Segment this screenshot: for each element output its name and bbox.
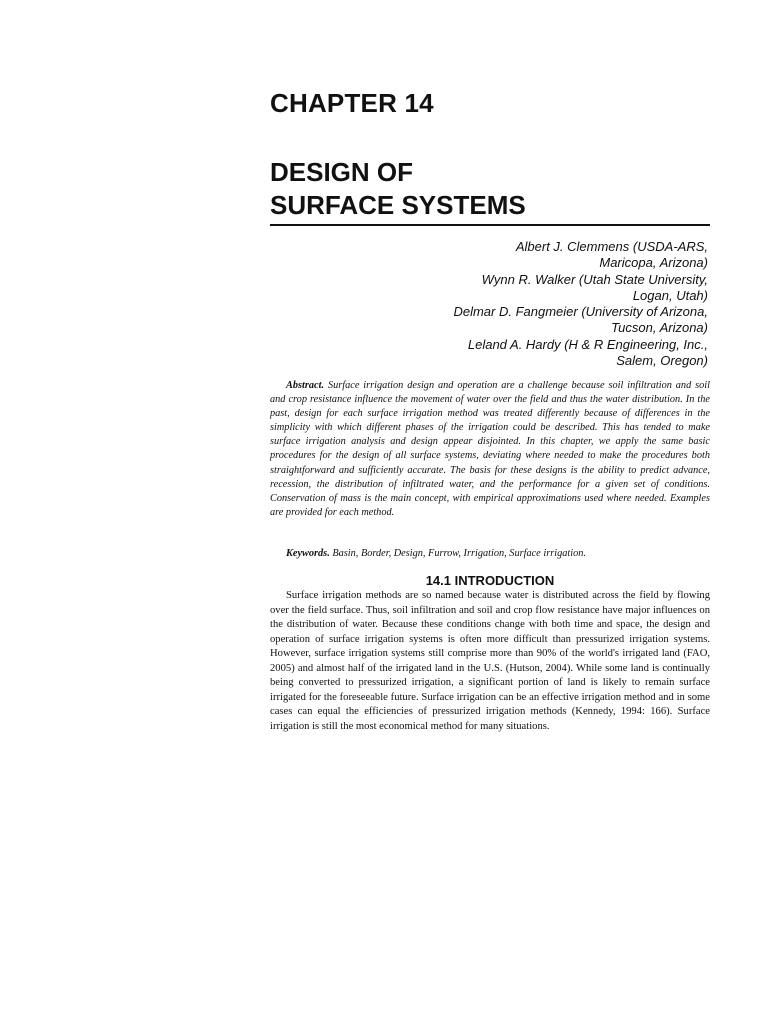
chapter-label: CHAPTER 14 xyxy=(270,88,434,118)
chapter-title-line-2: SURFACE SYSTEMS xyxy=(270,190,526,220)
author-affiliation-line: Tucson, Arizona) xyxy=(611,320,708,336)
author-list xyxy=(453,239,708,369)
title-rule xyxy=(270,224,710,226)
abstract-paragraph xyxy=(270,379,710,520)
author-line: Delmar D. Fangmeier (University of Arizona, xyxy=(453,304,708,320)
keywords-paragraph xyxy=(270,547,710,561)
section-heading: 14.1 INTRODUCTION xyxy=(425,573,555,588)
author-affiliation-line: Logan, Utah) xyxy=(632,287,708,303)
abstract-label: Abstract. xyxy=(286,380,325,391)
chapter-title xyxy=(270,156,526,222)
introduction-paragraph: Surface irrigation methods are so named because water is distributed across the field by flowing over the field surface. Thus, soil infiltration and soil and crop flow resistance have major influences on the distribution of water. Because these conditions change with both time and space, the design and operation of surface irrigation systems is often more difficult than pressurized irrigation systems. However, surface irrigation systems still comprise more than 90% of the world's irrigated land (FAO, 2005) and almost half of the irrigated land in the U.S. (Hutson, 2004). While some land is continually being converted to pressurized irrigation, a significant portion of land is likely to remain surface irrigated for the foreseeable future. Surface irrigation can be an effective irrigation method and in some cases can equal the efficiencies of pressurized irrigation methods (Kennedy, 1994: 166). Surface irrigation is still the most economical method for many situations. xyxy=(270,590,710,732)
author-affiliation-line: Maricopa, Arizona) xyxy=(599,255,708,271)
author-line: Albert J. Clemmens (USDA-ARS, xyxy=(515,239,708,254)
author-line: Wynn R. Walker (Utah State University, xyxy=(481,271,708,287)
abstract-text: Surface irrigation design and operation are a challenge because soil infiltration and soil and crop resistance influence the movement of water over the field and thus the water distribution. In the past, design for each surface irrigation method was treated differently because of differences in the simplicity with which different phases of the irrigation could be described. This has tended to make surface irrigation analysis and design appear disjointed. In this chapter, we apply the same basic procedures for the design of all surface systems, deviating where needed to make the procedures both straightforward and sufficiently accurate. The basis for these designs is the ability to predict advance, recession, the distribution of infiltrated water, and the performance for a given set of conditions. Conservation of mass is the main concept, with empirical approximations used where needed. Examples are provided for each method. xyxy=(270,380,710,518)
keywords-label: Keywords. xyxy=(286,548,330,559)
author-line: Leland A. Hardy (H & R Engineering, Inc., xyxy=(467,336,708,352)
keywords-text: Basin, Border, Design, Furrow, Irrigation, Surface irrigation. xyxy=(332,548,586,559)
author-affiliation-line: Salem, Oregon) xyxy=(616,353,708,369)
chapter-title-line-1: DESIGN OF xyxy=(270,157,414,187)
